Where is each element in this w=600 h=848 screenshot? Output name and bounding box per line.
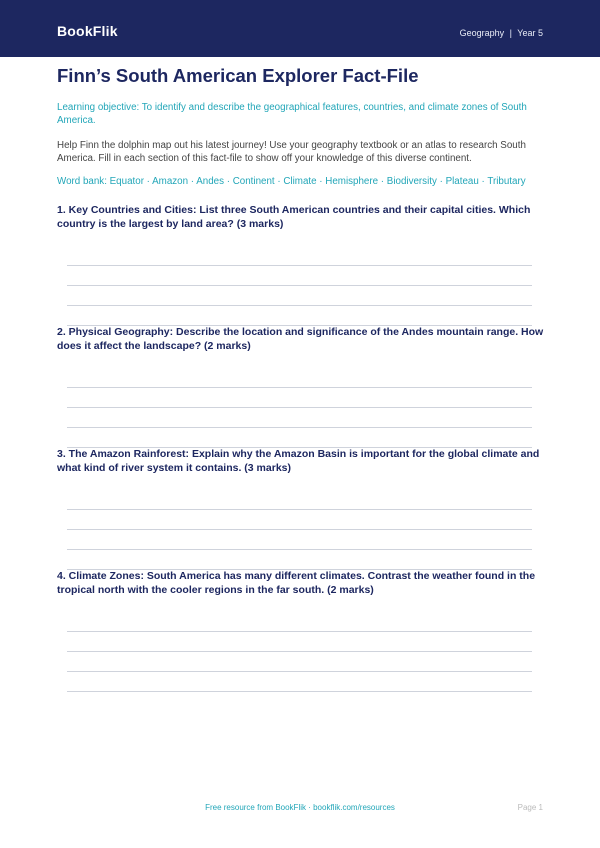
- question-1-text: 1. Key Countries and Cities: List three South American countries and their capital cities. Which country is the largest by land area? (3 marks): [57, 204, 531, 230]
- answer-line[interactable]: [67, 509, 532, 510]
- question-3-text: 3. The Amazon Rainforest: Explain why the Amazon Basin is important for the global climate and what kind of river system it contains. (3 marks): [57, 448, 540, 474]
- intro-text: Help Finn the dolphin map out his latest journey! Use your geography textbook or an atlas to research South America. Fill in each section of this fact-file to show off your knowledge of this diverse continent.: [57, 140, 526, 164]
- word-bank: Word bank: Equator · Amazon · Andes · Continent · Climate · Hemisphere · Biodiversity · Plateau · Tributary: [57, 176, 526, 187]
- answer-line[interactable]: [67, 265, 532, 266]
- answer-line[interactable]: [67, 549, 532, 550]
- answer-line[interactable]: [67, 305, 532, 306]
- page-number: Page 1: [517, 803, 543, 812]
- header-bar: [0, 0, 600, 57]
- question-4: [57, 569, 545, 597]
- answer-line[interactable]: [67, 671, 532, 672]
- answer-line[interactable]: [67, 387, 532, 388]
- question-2-text: 2. Physical Geography: Describe the location and significance of the Andes mountain range. How does it affect the landscape? (2 marks): [57, 326, 544, 352]
- answer-line[interactable]: [67, 651, 532, 652]
- question-3: [57, 447, 545, 475]
- learning-objective: Learning objective: To identify and describe the geographical features, countries, and climate zones of South America.: [57, 102, 527, 126]
- answer-line[interactable]: [67, 427, 532, 428]
- page-title: Finn’s South American Explorer Fact-File: [57, 65, 419, 86]
- subject-year-label: [460, 28, 543, 38]
- answer-line[interactable]: [67, 529, 532, 530]
- subject-separator: |: [509, 28, 512, 38]
- question-1: [57, 203, 545, 231]
- brand-logo: BookFlik: [57, 23, 118, 39]
- answer-line[interactable]: [67, 285, 532, 286]
- intro-section: [57, 64, 545, 188]
- footer-resource-link[interactable]: Free resource from BookFlik · bookflik.com/resources: [205, 803, 395, 812]
- answer-line[interactable]: [67, 407, 532, 408]
- year-label: Year 5: [517, 28, 543, 38]
- question-2: [57, 325, 545, 353]
- answer-line[interactable]: [67, 631, 532, 632]
- question-4-text: 4. Climate Zones: South America has many different climates. Contrast the weather found in the tropical north with the cooler regions in the far south. (2 marks): [57, 570, 536, 596]
- subject-label: Geography: [459, 28, 505, 38]
- answer-line[interactable]: [67, 691, 532, 692]
